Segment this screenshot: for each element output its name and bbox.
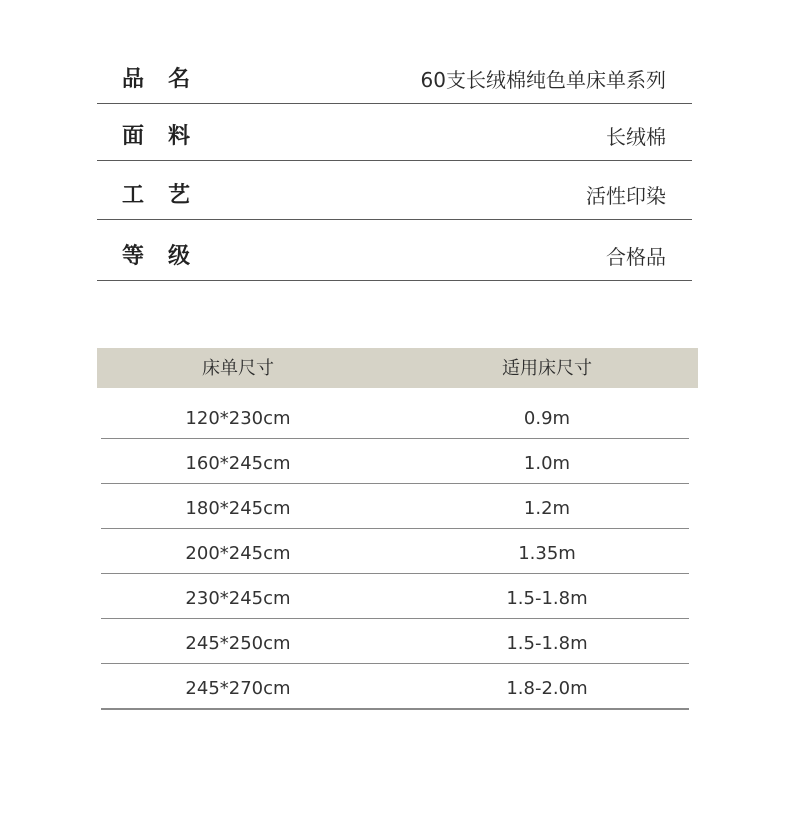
spec-label: 工艺 — [122, 183, 215, 208]
spec-value: 合格品 — [606, 245, 666, 269]
spec-value: 活性印染 — [586, 184, 666, 208]
bed-size-cell: 1.2m — [523, 498, 571, 519]
bed-size-cell: 1.35m — [518, 543, 576, 564]
bed-size-cell: 1.5-1.8m — [506, 588, 588, 609]
table-row — [101, 484, 689, 529]
sheet-size-cell: 245*250cm — [185, 633, 291, 654]
spec-label: 等级 — [122, 244, 215, 269]
header-sheet-size: 床单尺寸 — [202, 358, 274, 379]
table-row — [101, 619, 689, 664]
sheet-size-cell: 245*270cm — [185, 678, 291, 699]
sheet-size-cell: 230*245cm — [185, 588, 291, 609]
size-table-header — [97, 348, 698, 388]
bed-size-cell: 1.0m — [523, 453, 571, 474]
sheet-size-cell: 160*245cm — [185, 453, 291, 474]
bed-size-cell: 0.9m — [523, 408, 571, 429]
sheet-size-cell: 180*245cm — [185, 498, 291, 519]
spec-row-grade — [97, 220, 692, 281]
header-bed-size: 适用床尺寸 — [502, 358, 592, 379]
sheet-size-cell: 200*245cm — [185, 543, 291, 564]
spec-label: 品名 — [122, 67, 215, 92]
spec-label: 面料 — [122, 124, 215, 149]
table-row — [101, 394, 689, 439]
sheet-size-cell: 120*230cm — [185, 408, 291, 429]
spec-row-fabric — [97, 104, 692, 161]
spec-row-craft — [97, 161, 692, 220]
table-row — [101, 439, 689, 484]
spec-row-name — [97, 53, 692, 104]
table-row — [101, 529, 689, 574]
product-spec-table — [97, 53, 692, 281]
table-row — [101, 574, 689, 619]
size-table-body — [101, 394, 689, 710]
spec-value: 60支长绒棉纯色单床单系列 — [420, 68, 666, 92]
bed-size-cell: 1.5-1.8m — [506, 633, 588, 654]
spec-value: 长绒棉 — [606, 125, 666, 149]
table-row — [101, 664, 689, 710]
bed-size-cell: 1.8-2.0m — [506, 678, 588, 699]
